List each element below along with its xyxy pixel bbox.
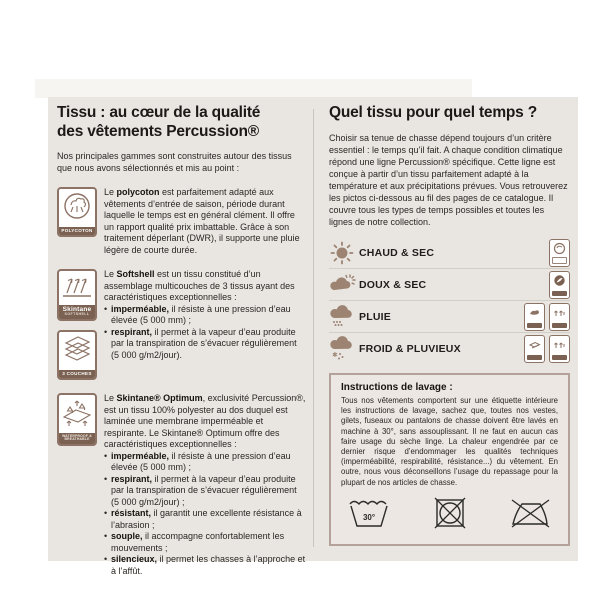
weather-label: PLUIE bbox=[359, 310, 391, 323]
skintane-optimum-paragraph: Le Skintane® Optimum, exclusivité Percussion®, est un tissu 100% polyester au dos duquel est laminée une membrane imperméable et respirante. Le Skintane® Optimum offre des caractéristiques exceptionnelles : bbox=[104, 393, 306, 450]
snow-cloud-icon bbox=[329, 335, 359, 362]
weather-row-chaud-sec bbox=[329, 237, 570, 268]
polycoton-logo-icon bbox=[61, 189, 93, 227]
svg-text:30°: 30° bbox=[362, 512, 376, 522]
weather-row-froid-pluvieux bbox=[329, 332, 570, 364]
three-layers-icon bbox=[61, 332, 93, 370]
left-intro: Nos principales gammes sont construites autour des tissus que nous avons sélectionnés et mis au point : bbox=[57, 151, 292, 173]
skintane-bullet: • silencieux, il permet les chasses à l’approche et à l’affût. bbox=[104, 554, 307, 577]
laundry-symbols bbox=[347, 495, 552, 536]
wash-30-icon bbox=[347, 496, 391, 535]
skintane-softshell-badge: Skintane SOFTSHELL bbox=[57, 269, 97, 321]
mini-badge-skintane-optimum bbox=[549, 303, 570, 331]
weather-label: DOUX & SEC bbox=[359, 278, 427, 291]
weather-label: FROID & PLUVIEUX bbox=[359, 342, 461, 355]
column-divider bbox=[313, 109, 314, 547]
skintane-bullet: • respirant, il permet à la vapeur d’eau produite par la transpiration de s’évacuer régulièrement (5 000 g/m2/jour) ; bbox=[104, 474, 307, 509]
weather-guide-column bbox=[329, 103, 570, 546]
weather-label: CHAUD & SEC bbox=[359, 246, 435, 259]
rain-cloud-icon bbox=[329, 303, 359, 330]
fabric-section-skintane-optimum bbox=[57, 393, 307, 577]
washing-instructions-box bbox=[329, 373, 570, 546]
membrane-trees-icon bbox=[61, 395, 93, 433]
sun-icon bbox=[329, 240, 359, 266]
no-tumble-dry-icon bbox=[432, 495, 468, 536]
wash-box-title: Instructions de lavage : bbox=[341, 382, 453, 393]
no-iron-icon bbox=[508, 496, 552, 535]
fabric-section-softshell bbox=[57, 269, 307, 380]
weather-row-doux-sec bbox=[329, 268, 570, 300]
mini-badge-polycoton bbox=[549, 239, 570, 267]
fabric-quality-column bbox=[57, 103, 307, 577]
wash-box-body: Tous nos vêtements comportent sur une étiquette intérieure les instructions de lavage, sachez que, toutes nos vestes, gilets, fuseaux ou pantalons de chasse doivent être lavés en machine à 30°, sans assouplissant. Il ne faut en aucun cas faire usage du sèche linge. La chaleur engendrée par ce dernier risque d’endommager les qualités techniques (imperméabilité, respirabilité, résistance...) du vêtement. En outre, nous vous déconseillons l’usage du repassage pour la plupart de nos articles de chasse. bbox=[341, 396, 558, 487]
three-layers-badge: 3 COUCHES bbox=[57, 330, 97, 380]
catalog-page-panel bbox=[48, 97, 578, 576]
page-edge-band bbox=[35, 79, 472, 98]
weather-conditions-list bbox=[329, 237, 570, 364]
left-column-title: Tissu : au cœur de la qualité des vêtements Percussion® bbox=[57, 104, 261, 140]
softshell-bullet: • imperméable, il résiste à une pression d’eau élevée (5 000 mm) ; bbox=[104, 304, 307, 327]
sun-cloud-icon bbox=[329, 272, 359, 298]
softshell-paragraph: Le Softshell est un tissu constitué d’un assemblage multicouches de 3 tissus ayant des caractéristiques exceptionnelles : bbox=[104, 269, 295, 302]
polycoton-paragraph: Le polycoton est parfaitement adapté aux vêtements d’entrée de saison, période durant laquelle le temps est en général clément. Il offre un rapport qualité prix imbattable. Grâce à son traitement déperlant (DWR), il supporte une pluie légère de courte durée. bbox=[104, 187, 300, 255]
skintane-bullet: • imperméable, il résiste à une pression d’eau élevée (5 000 mm) ; bbox=[104, 451, 307, 474]
mini-badge-fleece bbox=[549, 271, 570, 299]
mini-badge-skintane bbox=[524, 335, 545, 363]
mini-badge-softshell bbox=[524, 303, 545, 331]
right-column-title: Quel tissu pour quel temps ? bbox=[329, 104, 537, 121]
fabric-section-polycoton bbox=[57, 187, 307, 256]
mini-badge-skintane-optimum bbox=[549, 335, 570, 363]
weather-row-pluie bbox=[329, 300, 570, 332]
polycoton-badge: POLYCOTON bbox=[57, 187, 97, 237]
right-intro: Choisir sa tenue de chasse dépend toujours d’un critère essentiel : le temps qu’il fait. A chaque condition climatique répond une ligne Percussion® spécifique. Cette ligne est conçue à partir d’un tissu parfaitement adapté à la température et aux précipitations prévues. Vous retrouverez les pictos ci-dessous au fil des pages de ce catalogue. Il couvre tous les types de temps possibles et toutes les lignes de notre collection. bbox=[329, 133, 568, 227]
skintane-bullet: • résistant, il garantit une excellente résistance à l’abrasion ; bbox=[104, 508, 307, 531]
rain-deflect-icon bbox=[61, 271, 93, 305]
skintane-bullet: • souple, il accompagne confortablement les mouvements ; bbox=[104, 531, 307, 554]
skintane-optimum-badge: WATERPROOF & BREATHABLE bbox=[57, 393, 97, 446]
softshell-bullet: • respirant, il permet à la vapeur d’eau produite par la transpiration de s’évacuer régulièrement (5 000 g/m2/jour). bbox=[104, 327, 307, 362]
